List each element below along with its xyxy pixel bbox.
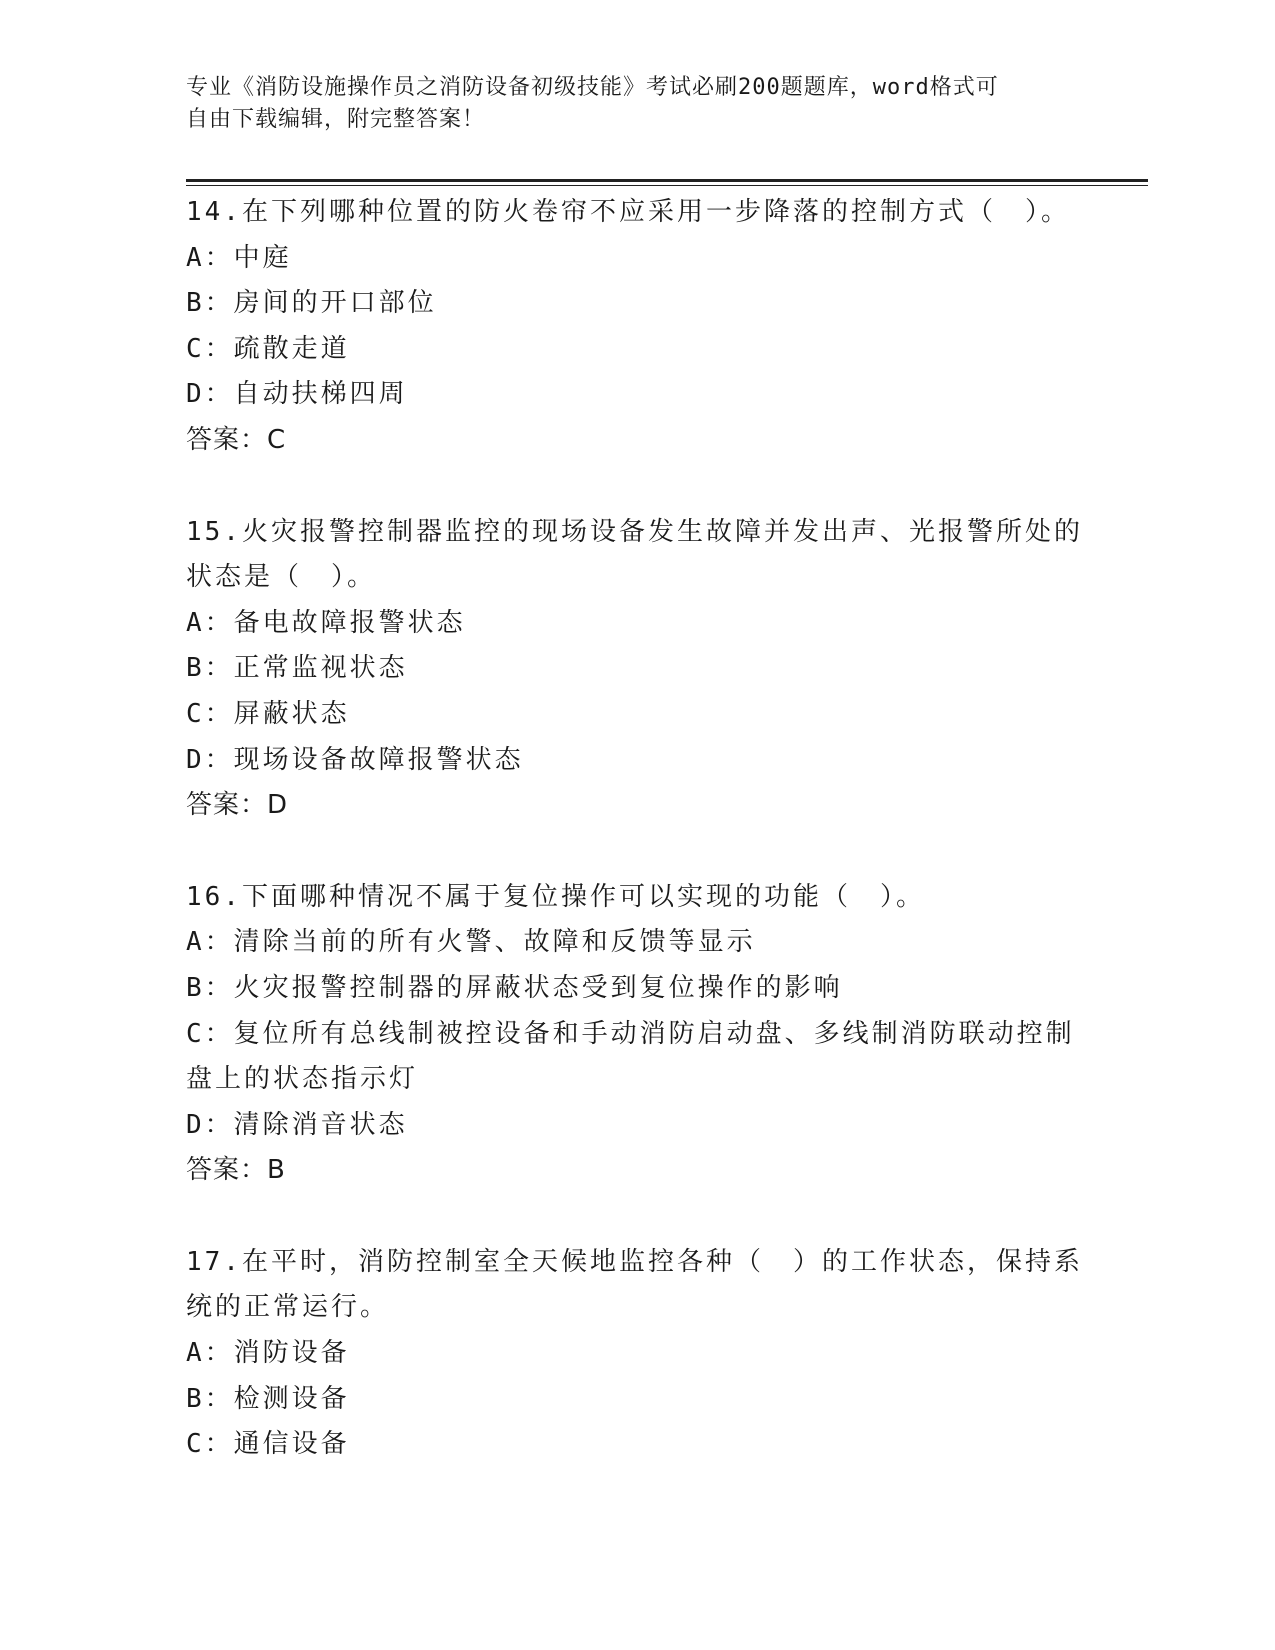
option-c: C：通信设备 [186, 1429, 350, 1460]
header-line-2: 自由下载编辑，附完整答案！ [186, 107, 486, 132]
option-d: D：自动扶梯四周 [186, 379, 408, 410]
option-a: A：备电故障报警状态 [186, 607, 466, 638]
option-c-continued: 盘上的状态指示灯 [186, 1064, 419, 1095]
answer-label: 答案：B [186, 1155, 286, 1186]
option-a: A：清除当前的所有火警、故障和反馈等显示 [186, 927, 756, 958]
option-b: B：火灾报警控制器的屏蔽状态受到复位操作的影响 [186, 972, 843, 1003]
option-b: B：房间的开口部位 [186, 288, 437, 319]
option-b: B：正常监视状态 [186, 653, 408, 684]
option-c: C：疏散走道 [186, 333, 350, 364]
question-stem: 14.在下列哪种位置的防火卷帘不应采用一步降落的控制方式（ ）。 [186, 197, 1070, 227]
option-c: C：复位所有总线制被控设备和手动消防启动盘、多线制消防联动控制 [186, 1018, 1075, 1049]
question-stem: 17.在平时，消防控制室全天候地监控各种（ ）的工作状态，保持系 [186, 1246, 1083, 1277]
option-b: B：检测设备 [186, 1383, 350, 1414]
question-stem: 16.下面哪种情况不属于复位操作可以实现的功能（ ）。 [186, 881, 925, 912]
answer-label: 答案：C [186, 424, 287, 455]
question-stem: 15.火灾报警控制器监控的现场设备发生故障并发出声、光报警所处的 [186, 516, 1083, 547]
option-d: D：现场设备故障报警状态 [186, 744, 524, 775]
question-stem-continued: 统的正常运行。 [186, 1292, 390, 1323]
option-a: A：中庭 [186, 242, 292, 273]
question-16 [186, 875, 1086, 1194]
document-header [186, 72, 1066, 136]
question-list [186, 190, 1086, 1514]
header-divider-thick [186, 179, 1148, 182]
option-c: C：屏蔽状态 [186, 698, 350, 729]
answer-label: 答案：D [186, 790, 289, 821]
question-14 [186, 190, 1086, 464]
question-17 [186, 1240, 1086, 1468]
question-stem-continued: 状态是（ ）。 [186, 562, 377, 593]
header-line-1: 专业《消防设施操作员之消防设备初级技能》考试必刷200题题库，word格式可 [186, 75, 999, 100]
option-d: D：清除消音状态 [186, 1109, 408, 1140]
question-15 [186, 510, 1086, 829]
header-divider-thin [186, 185, 1148, 186]
option-a: A：消防设备 [186, 1338, 350, 1369]
